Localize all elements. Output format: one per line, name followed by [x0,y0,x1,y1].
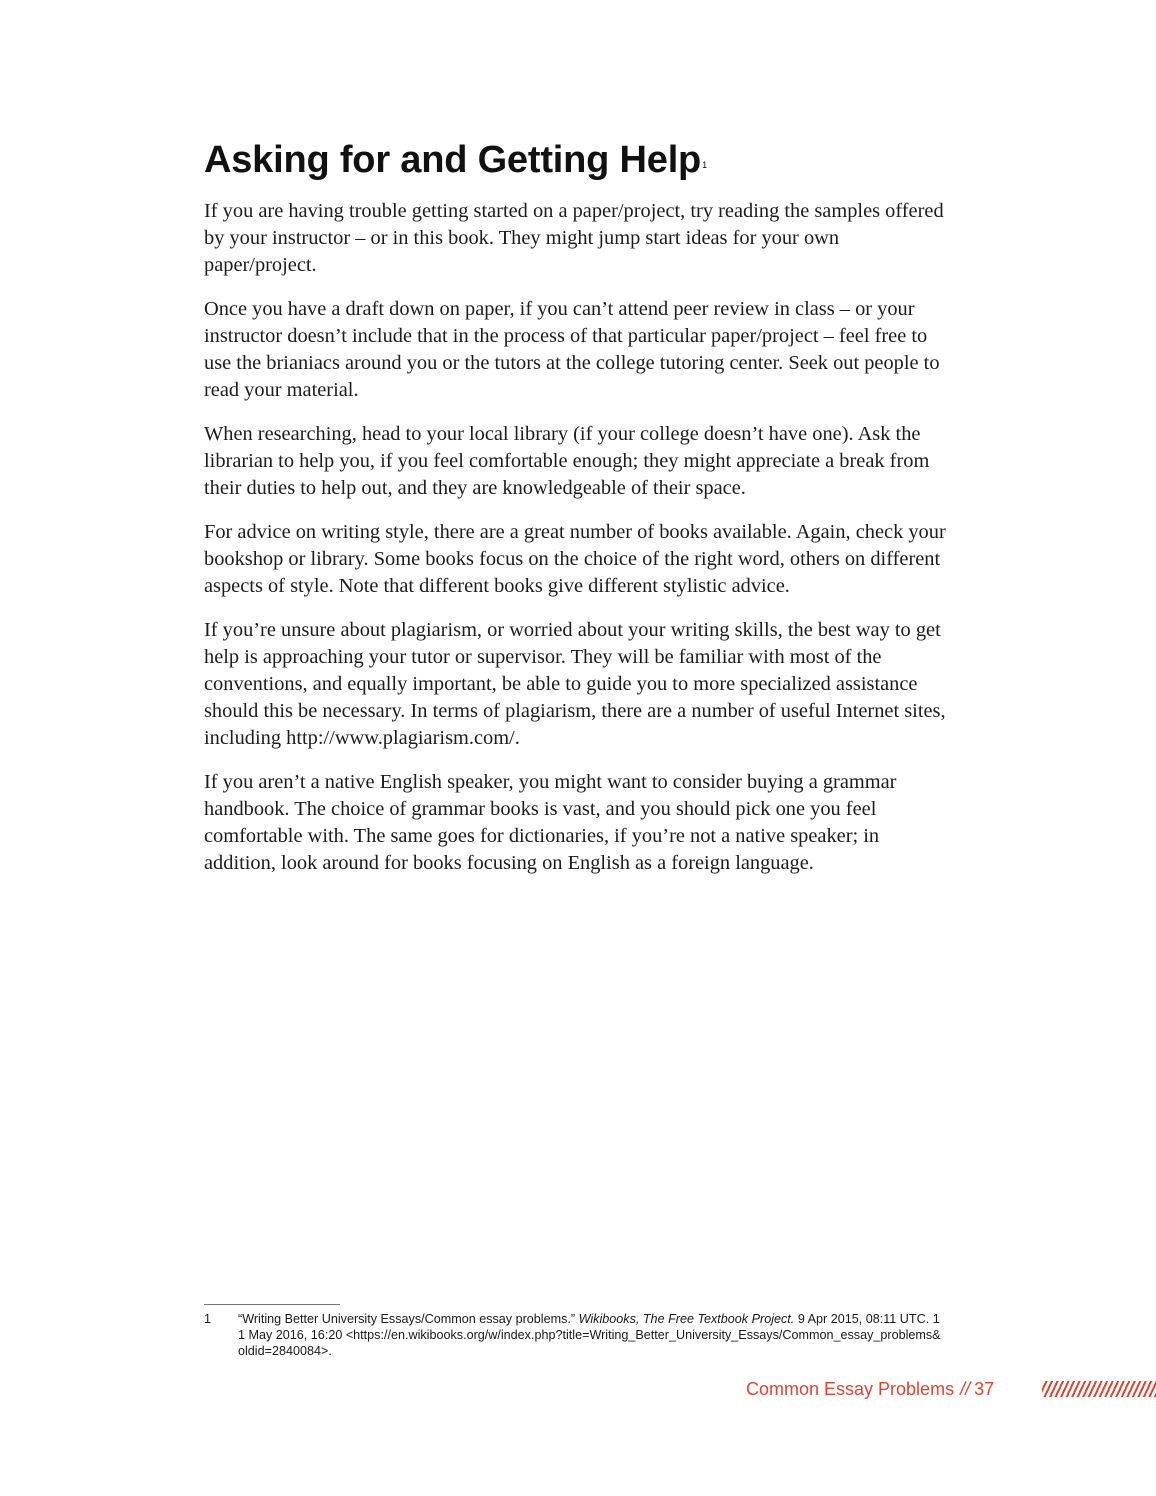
paragraph: When researching, head to your local library (if your college doesn’t have one). Ask the librarian to help you, if you feel comfortable enough; they might appreciate a break from their duties to help out, and they are knowledgeable of their space. [204,423,930,499]
footnote-citation-title: “Writing Better University Essays/Common essay problems.” [238,1312,576,1326]
title-footnote-marker[interactable]: 1 [702,160,707,170]
footnote-body [238,1311,944,1359]
paragraph: If you aren’t a native English speaker, you might want to consider buying a grammar handbook. The choice of grammar books is vast, and you should pick one you feel comfortable with. The same goes for dictionaries, if you’re not a native speaker; in addition, look around for books focusing on English as a foreign language. [204,771,897,874]
paragraph: If you are having trouble getting started on a paper/project, try reading the samples offered by your instructor – or in this book. They might jump start ideas for your own paper/project. [204,200,944,276]
decorative-hatch-icon [1042,1381,1156,1397]
paragraph: If you’re unsure about plagiarism, or worried about your writing skills, the best way to get help is approaching your tutor or supervisor. They will be familiar with most of the conventions, and equally important, be able to guide you to more specialized assistance should this be necessary. In terms of plagiarism, there are a number of useful Internet sites, including http://www.plagiarism.com/. [204,619,946,749]
page-title [204,138,707,191]
footnote-details: 9 Apr 2015, 08:11 UTC. 11 May 2016, 16:20 <https://en.wikibooks.org/w/index.php?title=Writing_Better_University_Essays/Common_essay_problems&oldid=2840084>. [238,1312,941,1358]
footnote-divider [204,1304,340,1305]
paragraph: For advice on writing style, there are a great number of books available. Again, check your bookshop or library. Some books focus on the choice of the right word, others on different aspects of style. Note that different books give different stylistic advice. [204,521,946,597]
footnote-number: 1 [204,1312,212,1326]
footnote-source: Wikibooks, The Free Textbook Project. [578,1312,795,1326]
footer-section-title: Common Essay Problems [746,1379,955,1399]
page-footer [746,1378,994,1400]
paragraph: Once you have a draft down on paper, if you can’t attend peer review in class – or your instructor doesn’t include that in the process of that particular paper/project – feel free to use the brianiacs around you or the tutors at the college tutoring center. Seek out people to read your material. [204,298,940,401]
page-number: 37 [974,1379,995,1399]
page-title-text: Asking for and Getting Help [204,139,702,181]
body-text [204,198,949,894]
footnote [204,1311,944,1359]
footer-separator: // [960,1379,971,1399]
